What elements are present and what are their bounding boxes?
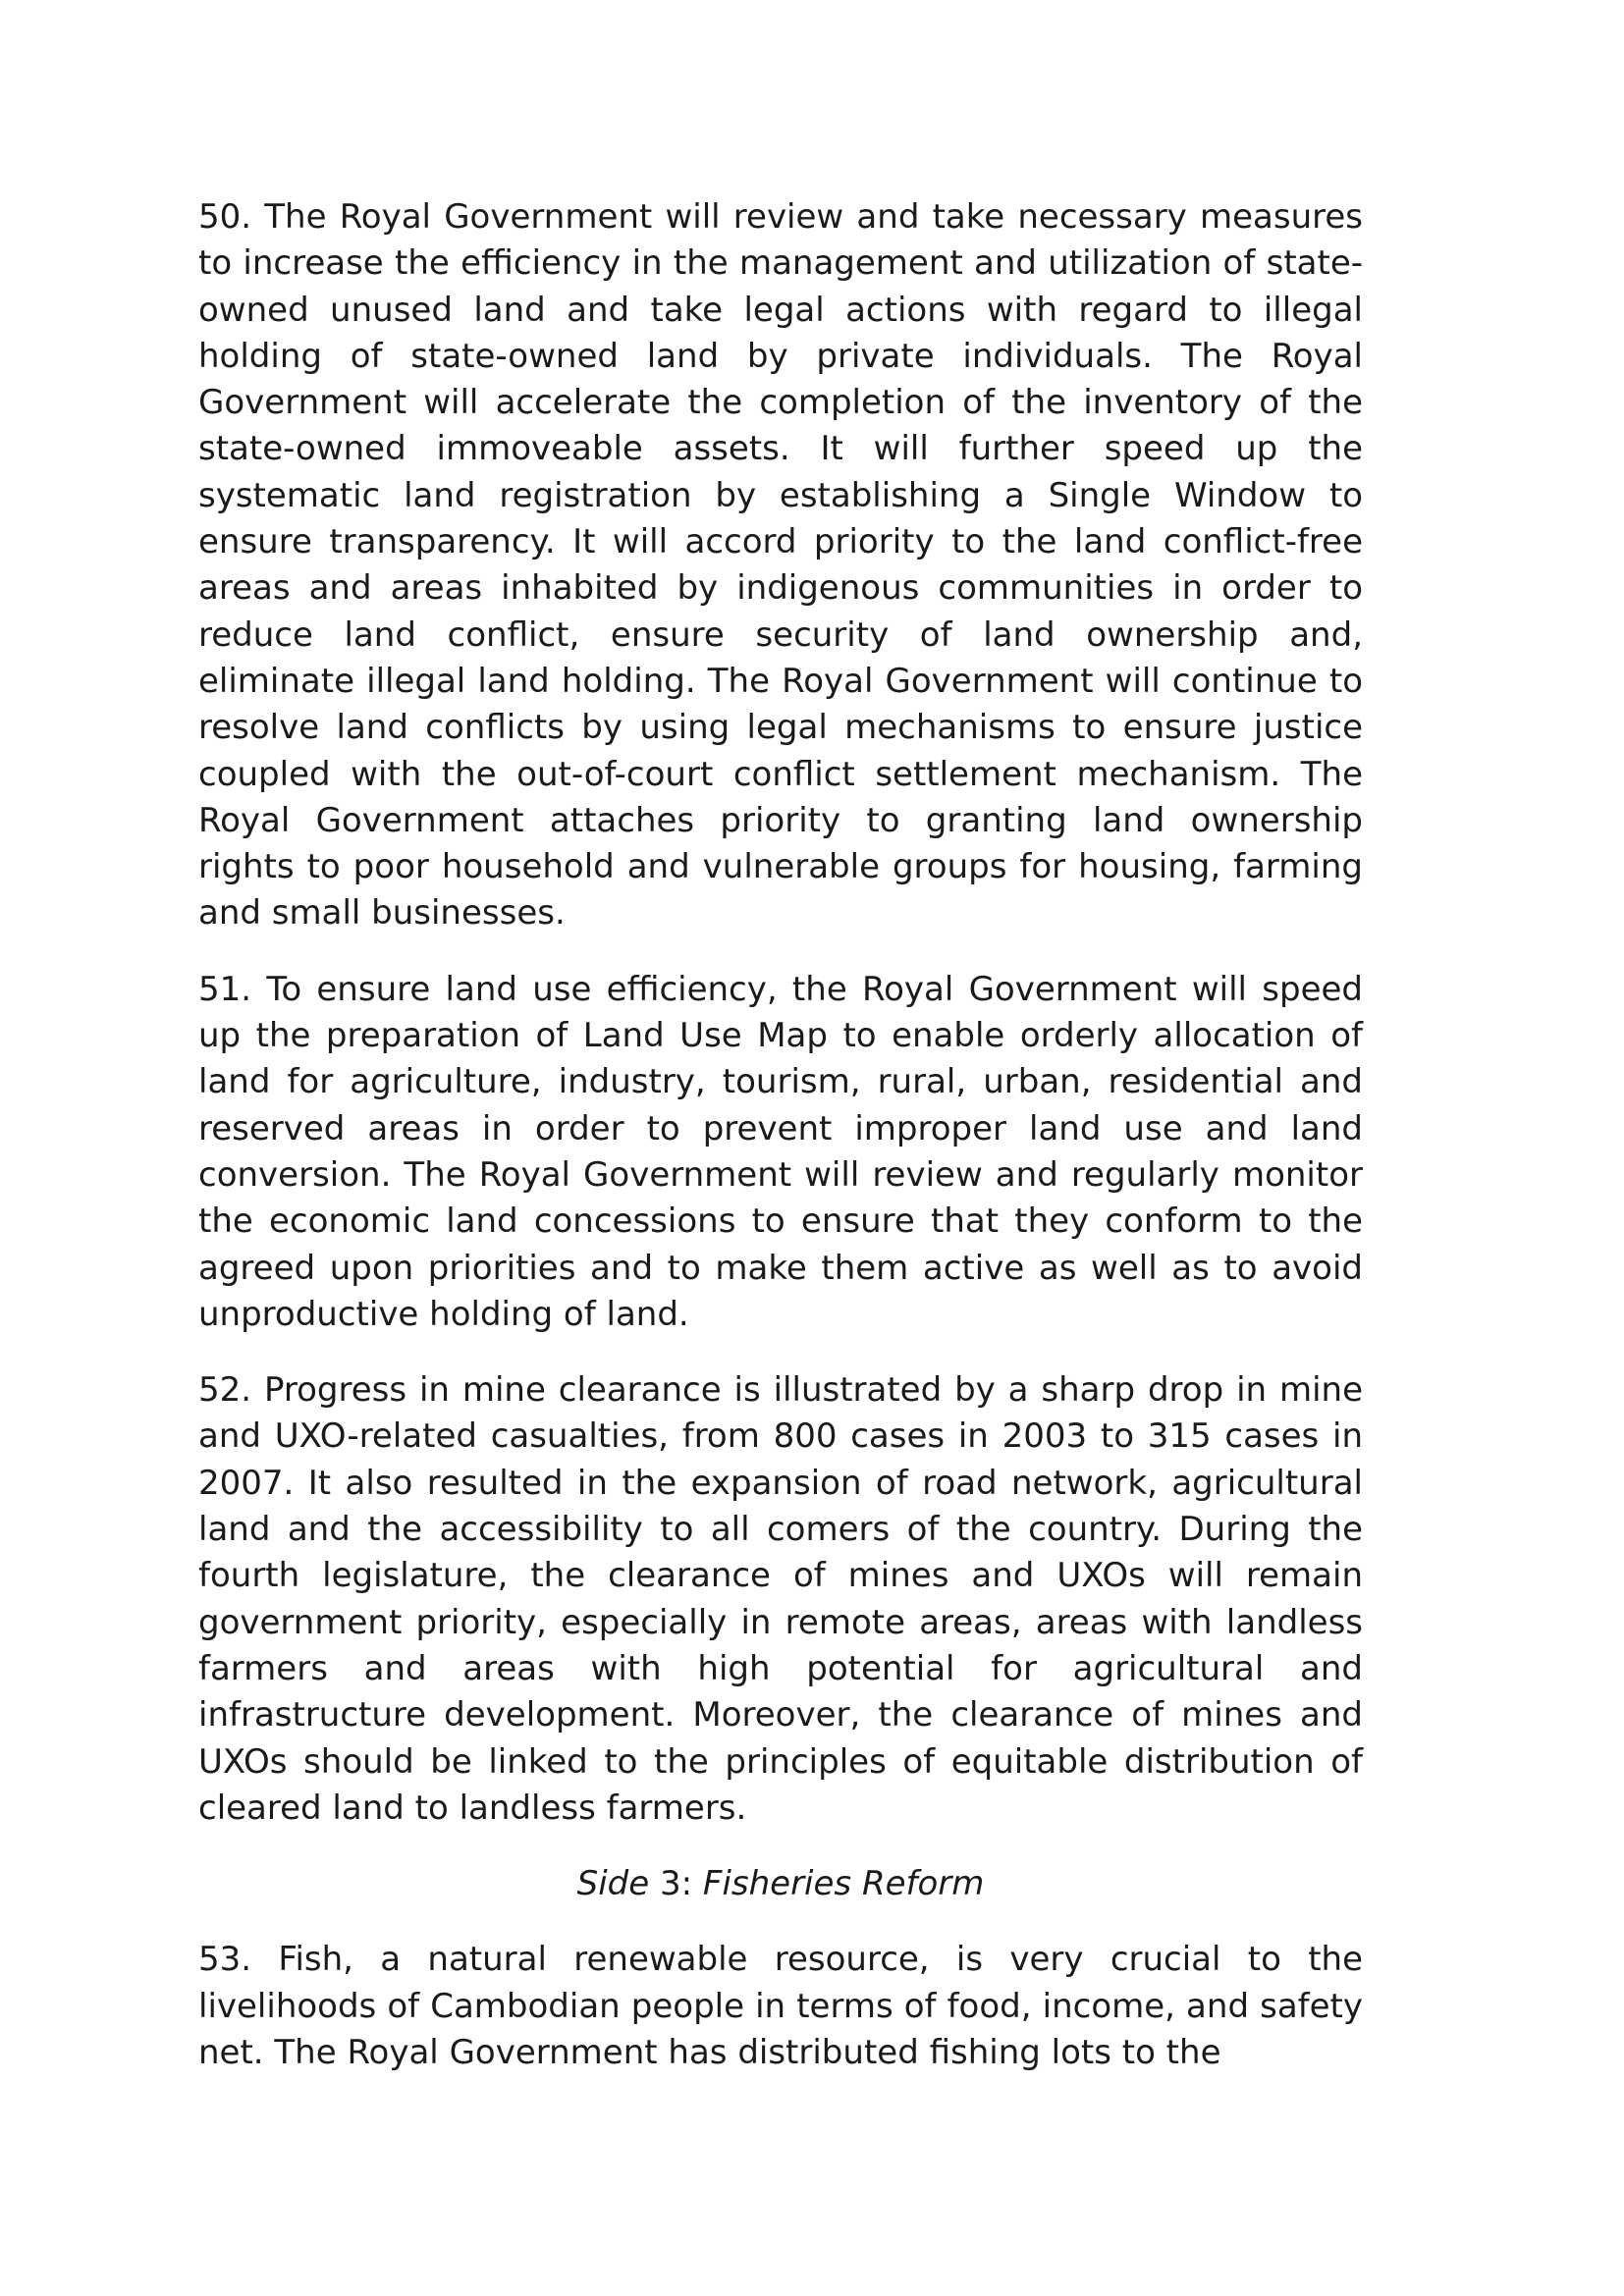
paragraph-50: 50. The Royal Government will review and take necessary measures to increase the efficiency in the management and utilization of state-owned unused land and take legal actions with regard to illegal holding of state-owned land by private individuals. The Royal Government will accelerate the completion of the inventory of the state-owned immoveable assets. It will further speed up the systematic land registration by establishing a Single Window to ensure transparency. It will accord priority to the land conflict-free areas and areas inhabited by indigenous communities in order to reduce land conflict, ensure security of land ownership and, eliminate illegal land holding. The Royal Government will continue to resolve land conflicts by using legal mechanisms to ensure justice coupled with the out-of-court conflict settlement mechanism. The Royal Government attaches priority to granting land ownership rights to poor household and vulnerable groups for housing, farming and small businesses.: [198, 197, 1363, 934]
paragraph-51: 51. To ensure land use efficiency, the Royal Government will speed up the preparation of Land Use Map to enable orderly allocation of land for agriculture, industry, tourism, rural, urban, residential and reserved areas in order to prevent improper land use and land conversion. The Royal Government will review and regularly monitor the economic land concessions to ensure that they conform to the agreed upon priorities and to make them active as well as to avoid unproductive holding of land.: [198, 969, 1363, 1334]
document-page: [198, 194, 1363, 2106]
section-heading-number: 3: [659, 1864, 681, 1904]
paragraph-53: 53. Fish, a natural renewable resource, is very crucial to the livelihoods of Cambodian people in terms of food, income, and safety net. The Royal Government has distributed fishing lots to the: [198, 1940, 1363, 2072]
paragraph-52: 52. Progress in mine clearance is illustrated by a sharp drop in mine and UXO-related casualties, from 800 cases in 2003 to 315 cases in 2007. It also resulted in the expansion of road network, agricultural land and the accessibility to all comers of the country. During the fourth legislature, the clearance of mines and UXOs will remain government priority, especially in remote areas, areas with landless farmers and areas with high potential for agricultural and infrastructure development. Moreover, the clearance of mines and UXOs should be linked to the principles of equitable distribution of cleared land to landless farmers.: [198, 1370, 1363, 1828]
section-heading: [198, 1861, 1363, 1907]
section-heading-prefix: Side: [576, 1864, 650, 1904]
section-heading-separator: :: [680, 1864, 693, 1904]
section-heading-title: Fisheries Reform: [702, 1864, 985, 1904]
